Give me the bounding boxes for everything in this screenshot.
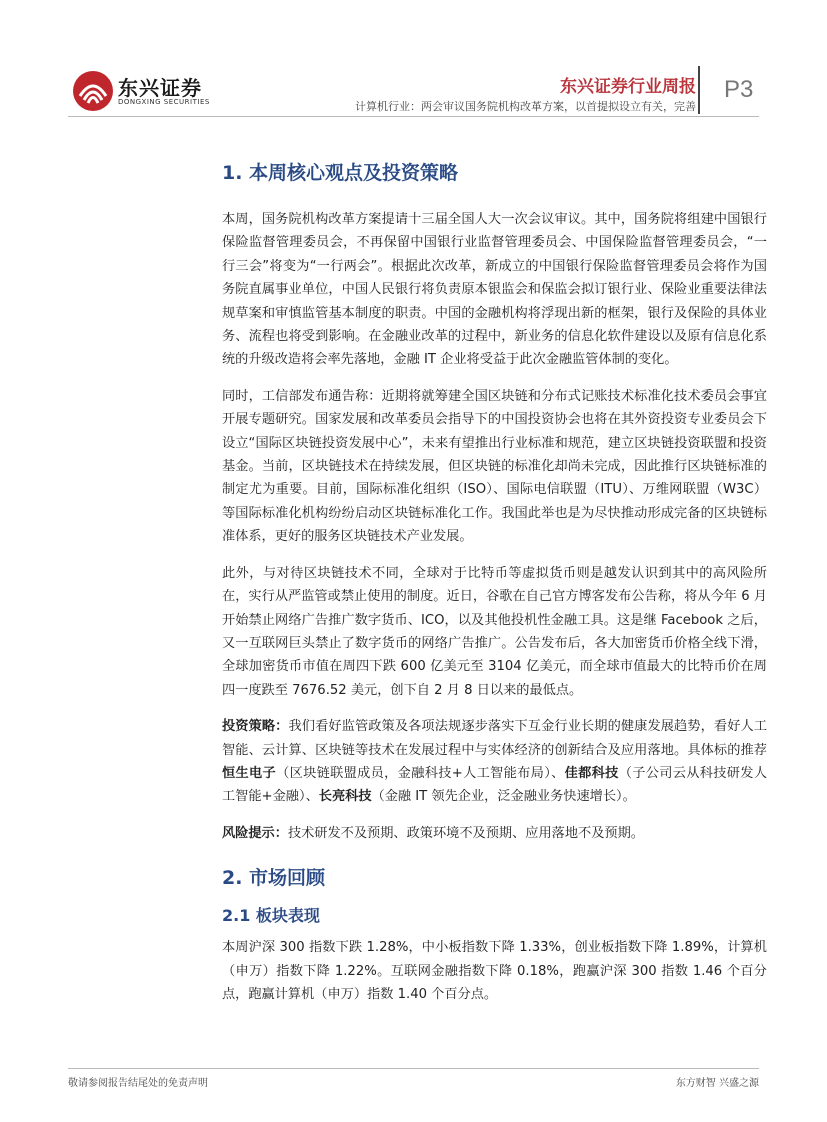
page-number: P3 — [724, 76, 754, 103]
risk-warning-label: 风险提示： — [222, 825, 288, 841]
section-1-heading: 1. 本周核心观点及投资策略 — [222, 162, 459, 184]
logo-english-name: DONGXING SECURITIES — [118, 98, 210, 106]
risk-warning-text: 技术研发不及预期、政策环境不及预期、应用落地不及预期。 — [287, 825, 644, 841]
investment-strategy-text-d: （金融 IT 领先企业，泛金融业务快速增长）。 — [371, 789, 636, 805]
section-2-heading: 2. 市场回顾 — [222, 867, 326, 890]
report-subtitle: 计算机行业：两会审议国务院机构改革方案，以首提拟设立有关，完善 — [355, 100, 696, 113]
header-rule — [68, 116, 759, 117]
logo-chinese-name: 东兴证券 — [118, 76, 202, 100]
investment-strategy-paragraph — [222, 715, 767, 809]
section-1-paragraph-2: 同时，工信部发布通告称：近期将就筹建全国区块链和分布式记账技术标准化技术委员会事宜开展专题研究。国家发展和改革委员会指导下的中国投资协会也将在其外资投资专业委员会下设立“国际区块链投资发展中心”，未来有望推出行业标准和规范，建立区块链投资联盟和投资基金。当前，区块链技术在持续发展，但区块链的标准化却尚未完成，因此推行区块链标准的制定尤为重要。目前，国际标准化组织（ISO）、国际电信联盟（ITU）、万维网联盟（W3C）等国际标准化机构纷纷启动区块链标准化工作。我国此举也是为尽快推动形成完备的区块链标准体系，更好的服务区块链技术产业发展。 — [222, 388, 767, 545]
risk-warning-paragraph — [222, 822, 767, 845]
investment-strategy-label: 投资策略： — [222, 719, 289, 735]
footer-slogan: 东方财智 兴盛之源 — [675, 1078, 759, 1089]
section-2-1-paragraph: 本周沪深 300 指数下跌 1.28%，中小板指数下降 1.33%，创业板指数下降 1.89%，计算机（申万）指数下降 1.22%。互联网金融指数下降 0.18%，跑赢沪深 300 指数 1.46 个百分点，跑赢计算机（申万）指数 1.40 个百分点。 — [222, 940, 767, 1002]
section-1-paragraph-1: 本周，国务院机构改革方案提请十三届全国人大一次会议审议。其中，国务院将组建中国银行保险监督管理委员会，不再保留中国银行业监督管理委员会、中国保险监督管理委员会，“一行三会”将变为“一行两会”。根据此次改革，新成立的中国银行保险监督管理委员会将作为国务院直属事业单位，中国人民银行将负责原本银监会和保监会拟订银行业、保险业重要法律法规草案和审慎监管基本制度的职责。中国的金融机构将浮现出新的框架，银行及保险的具体业务、流程也将受到影响。在金融业改革的过程中，新业务的信息化软件建设以及原有信息化系统的升级改造将会率先落地，金融 IT 企业将受益于此次金融监管体制的变化。 — [222, 212, 767, 368]
investment-strategy-text-a: 我们看好监管政策及各项法规逐步落实下互金行业长期的健康发展趋势，看好人工智能、云计算、区块链等技术在发展过程中与实体经济的创新结合及应用落地。具体标的推荐 — [222, 719, 768, 758]
report-body — [222, 160, 767, 1006]
footer-rule — [68, 1068, 759, 1069]
section-1-paragraph-3: 此外，与对待区块链技术不同，全球对于比特币等虚拟货币则是越发认识到其中的高风险所在，实行从严监管或禁止使用的制度。近日，谷歌在自己官方博客发布公告称，将从今年 6 月开始禁止网络广告推广数字货币、ICO，以及其他投机性金融工具。这是继 Facebook 之后，又一互联网巨头禁止了数字货币的网络广告推广。公告发布后，各大加密货币价格全线下滑，全球加密货币市值在周四下跌 600 亿美元至 3104 亿美元，而全球市值最大的比特币价在周四一度跌至 7676.52 美元，创下自 2 月 8 日以来的最低点。 — [222, 565, 767, 698]
disclaimer-note: 敬请参阅报告结尾处的免责声明 — [68, 1078, 208, 1089]
stock-pick-1: 恒生电子 — [222, 765, 277, 781]
stock-pick-2: 佳都科技 — [564, 765, 619, 781]
header-divider — [698, 66, 700, 114]
report-title: 东兴证券行业周报 — [560, 77, 696, 97]
investment-strategy-text-b: （区块链联盟成员，金融科技+人工智能布局）、 — [276, 765, 565, 781]
stock-pick-3: 长亮科技 — [318, 789, 372, 805]
company-logo — [72, 68, 242, 118]
investment-strategy-text-c: （子公司云从科技研发人工智能+金融）、 — [222, 765, 768, 805]
dongxing-logo-icon — [72, 70, 114, 112]
section-2-1-heading: 2.1 板块表现 — [222, 906, 320, 926]
